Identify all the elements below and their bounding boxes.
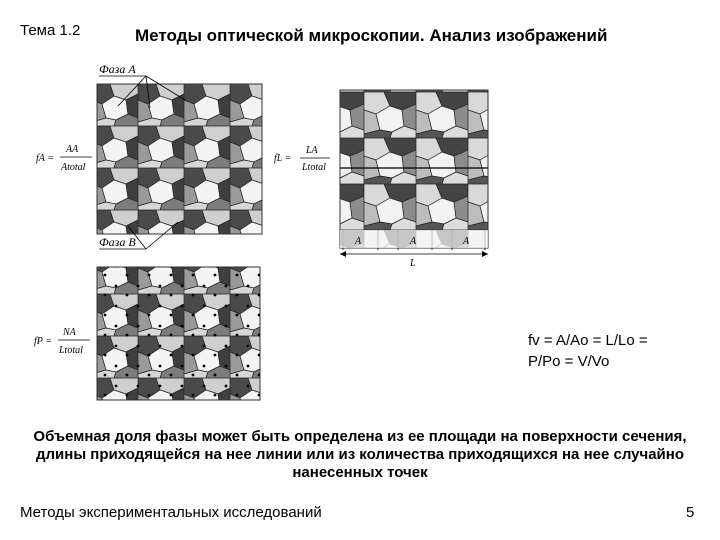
- area-formula-lhs: fA =: [36, 153, 54, 164]
- phase-b-label: Фаза B: [99, 235, 136, 249]
- segment-label-3: A: [463, 236, 470, 247]
- point-formula-num: NA: [63, 327, 76, 338]
- length-label: L: [410, 258, 416, 269]
- line-formula: [274, 145, 330, 173]
- line-formula-den: Ltotal: [302, 162, 326, 173]
- page-number: 5: [686, 504, 695, 521]
- formula-line-2: P/Po = V/Vo: [528, 353, 610, 370]
- page-title: Методы оптической микроскопии. Анализ изображений: [135, 26, 608, 45]
- segment-label-1: A: [355, 236, 362, 247]
- point-formula: [34, 327, 90, 356]
- point-micrograph: [97, 267, 260, 400]
- footer-text: Методы экспериментальных исследований: [20, 504, 322, 521]
- area-micrograph: [97, 84, 262, 234]
- phase-a-label: Фаза A: [99, 62, 136, 76]
- line-formula-num: LA: [306, 145, 318, 156]
- point-formula-den: Ltotal: [59, 345, 83, 356]
- line-formula-lhs: fL =: [274, 153, 292, 164]
- area-formula-den: Atotal: [61, 162, 86, 173]
- topic-label: Тема 1.2: [20, 22, 81, 39]
- area-formula: [36, 144, 92, 173]
- formula-line-1: fv = A/Ao = L/Lo =: [528, 332, 648, 349]
- point-formula-lhs: fP =: [34, 336, 52, 347]
- area-formula-num: AA: [66, 144, 79, 155]
- segment-label-2: A: [410, 236, 417, 247]
- line-micrograph: [340, 90, 488, 269]
- caption: Объемная доля фазы может быть определена из ее площади на поверхности сечения, длины приходящейся на нее линии или из количества приходящихся на нее случайно нанесенных точек: [33, 428, 687, 481]
- volume-fraction-formula: [528, 330, 708, 372]
